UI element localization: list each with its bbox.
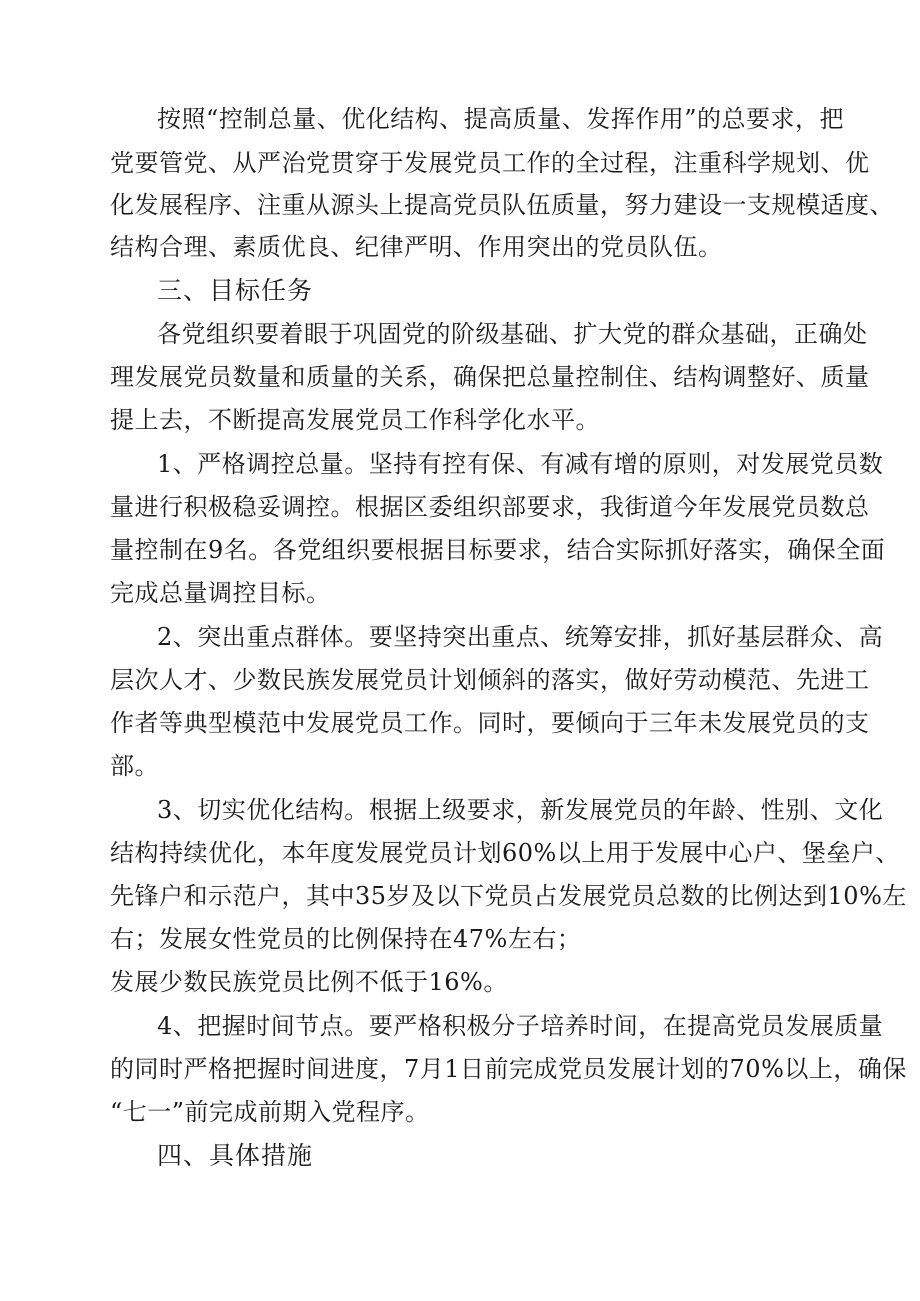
paragraph-line: 化发展程序、注重从源头上提高党员队伍质量，努力建设一支规模适度、 [110, 191, 894, 219]
paragraph-line: 完成总量调控目标。 [110, 579, 331, 607]
paragraph-line: 结构持续优化，本年度发展党员计划60%以上用于发展中心户、堡垒户、 [110, 839, 900, 867]
paragraph-line: “七一”前完成前期入党程序。 [110, 1098, 430, 1126]
paragraph-line: 1、严格调控总量。坚持有控有保、有减有增的原则，对发展党员数 [157, 450, 884, 478]
paragraph-line: 发展少数民族党员比例不低于16%。 [110, 968, 508, 996]
section-heading-4: 四、具体措施 [157, 1141, 314, 1170]
paragraph-line: 层次人才、少数民族发展党员计划倾斜的落实，做好劳动模范、先进工 [110, 666, 870, 694]
paragraph-line: 理发展党员数量和质量的关系，确保把总量控制住、结构调整好、质量 [110, 363, 870, 391]
paragraph-line: 4、把握时间节点。要严格积极分子培养时间，在提高党员发展质量 [157, 1012, 884, 1040]
paragraph-line: 党要管党、从严治党贯穿于发展党员工作的全过程，注重科学规划、优 [110, 149, 870, 177]
paragraph-line: 的同时严格把握时间进度，7月1日前完成党员发展计划的70%以上，确保 [110, 1055, 907, 1083]
section-heading-3: 三、目标任务 [157, 276, 314, 305]
paragraph-line: 3、切实优化结构。根据上级要求，新发展党员的年龄、性别、文化 [157, 796, 884, 824]
paragraph-line: 量进行积极稳妥调控。根据区委组织部要求，我街道今年发展党员数总 [110, 493, 870, 521]
paragraph-line: 结构合理、素质优良、纪律严明、作用突出的党员队伍。 [110, 233, 723, 261]
paragraph-line: 右；发展女性党员的比例保持在47%左右； [110, 925, 582, 953]
paragraph-line: 作者等典型模范中发展党员工作。同时，要倾向于三年未发展党员的支 [110, 709, 870, 737]
paragraph-line: 量控制在9名。各党组织要根据目标要求，结合实际抓好落实，确保全面 [110, 536, 886, 564]
paragraph-line: 按照“控制总量、优化结构、提高质量、发挥作用”的总要求，把 [157, 105, 845, 133]
paragraph-line: 部。 [110, 752, 159, 780]
paragraph-line: 先锋户和示范户，其中35岁及以下党员占发展党员总数的比例达到10%左 [110, 882, 907, 910]
paragraph-line: 提上去，不断提高发展党员工作科学化水平。 [110, 406, 600, 434]
paragraph-line: 各党组织要着眼于巩固党的阶级基础、扩大党的群众基础，正确处 [157, 320, 868, 348]
paragraph-line: 2、突出重点群体。要坚持突出重点、统筹安排，抓好基层群众、高 [157, 623, 884, 651]
